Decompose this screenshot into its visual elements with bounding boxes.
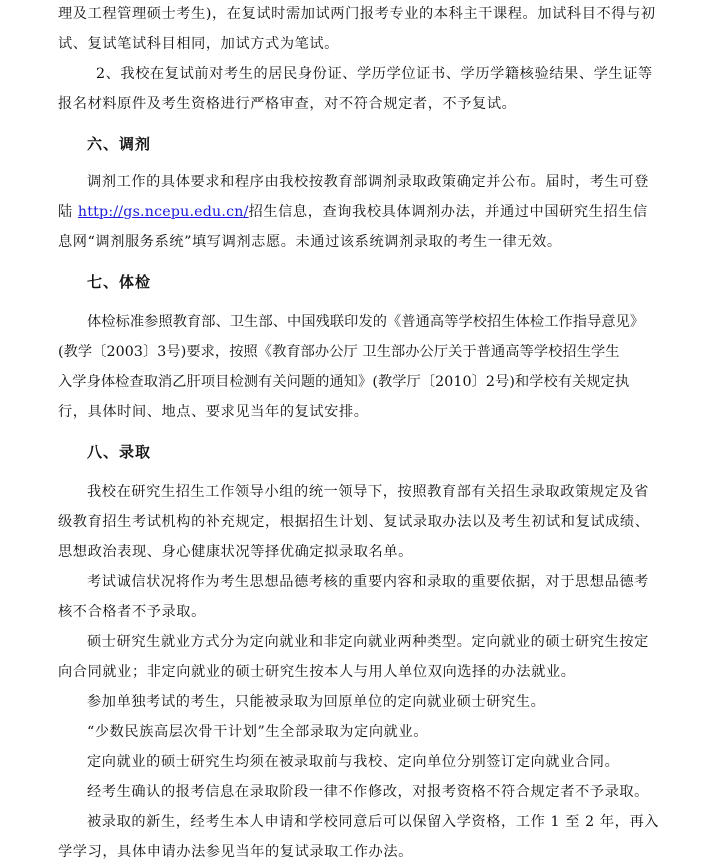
- paragraph-line: 体检标准参照教育部、卫生部、中国残联印发的《普通高等学校招生体检工作指导意见》: [87, 314, 645, 330]
- paragraph-line: 硕士研究生就业方式分为定向就业和非定向就业两种类型。定向就业的硕士研究生按定: [87, 634, 649, 650]
- paragraph-line: 入学身体检查取消乙肝项目检测有关问题的通知》(教学厅〔2010〕2号)和学校有关规定执: [58, 374, 630, 390]
- section-heading-physical-exam: 七、体检: [87, 273, 152, 291]
- paragraph-line: (教学〔2003〕3号)要求，按照《教育部办公厅 卫生部办公厅关于普通高等学校招生学生: [58, 344, 620, 360]
- paragraph-line: 试、复试笔试科目相同，加试方式为笔试。: [58, 36, 339, 52]
- paragraph-line: 级教育招生考试机构的补充规定，根据招生计划、复试录取办法以及考生初试和复试成绩、: [58, 514, 650, 530]
- paragraph-text: 招生信息，查询我校具体调剂办法，并通过中国研究生招生信: [248, 204, 648, 220]
- admission-site-link[interactable]: http://gs.ncepu.edu.cn/: [77, 204, 249, 220]
- paragraph-line: 行，具体时间、地点、要求见当年的复试安排。: [58, 404, 369, 420]
- paragraph-line: 考试诚信状况将作为考生思想品德考核的重要内容和录取的重要依据，对于思想品德考: [87, 574, 649, 590]
- section-heading-admission: 八、录取: [87, 443, 152, 461]
- paragraph-line: 学学习，具体申请办法参见当年的复试录取工作办法。: [58, 844, 413, 860]
- paragraph-line: 经考生确认的报考信息在录取阶段一律不作修改，对报考资格不符合规定者不予录取。: [87, 784, 649, 800]
- paragraph-line: 被录取的新生，经考生本人申请和学校同意后可以保留入学资格，工作 1 至 2 年，再入: [87, 814, 660, 830]
- paragraph-text: 陆: [58, 204, 73, 220]
- paragraph-line: “少数民族高层次骨干计划”生全部录取为定向就业。: [87, 724, 429, 740]
- paragraph-line: 理及工程管理硕士考生)，在复试时需加试两门报考专业的本科主干课程。加试科目不得与初: [58, 6, 656, 22]
- paragraph-line: 核不合格者不予录取。: [58, 604, 206, 620]
- paragraph-line: 向合同就业；非定向就业的硕士研究生按本人与用人单位双向选择的办法就业。: [58, 664, 576, 680]
- paragraph-line: 调剂工作的具体要求和程序由我校按教育部调剂录取政策确定并公布。届时，考生可登: [87, 174, 649, 190]
- paragraph-line: 思想政治表现、身心健康状况等择优确定拟录取名单。: [58, 544, 413, 560]
- paragraph-line: 息网“调剂服务系统”填写调剂志愿。未通过该系统调剂录取的考生一律无效。: [58, 234, 562, 250]
- section-heading-adjustment: 六、调剂: [87, 135, 152, 153]
- paragraph-line: 定向就业的硕士研究生均须在被录取前与我校、定向单位分别签订定向就业合同。: [87, 754, 620, 770]
- paragraph-line: 2、我校在复试前对考生的居民身份证、学历学位证书、学历学籍核验结果、学生证等: [96, 66, 653, 82]
- paragraph-line: 参加单独考试的考生，只能被录取为回原单位的定向就业硕士研究生。: [87, 694, 546, 710]
- paragraph-line-with-link: [58, 202, 648, 222]
- paragraph-line: 报名材料原件及考生资格进行严格审查，对不符合规定者，不予复试。: [58, 96, 517, 112]
- paragraph-line: 我校在研究生招生工作领导小组的统一领导下，按照教育部有关招生录取政策规定及省: [87, 484, 649, 500]
